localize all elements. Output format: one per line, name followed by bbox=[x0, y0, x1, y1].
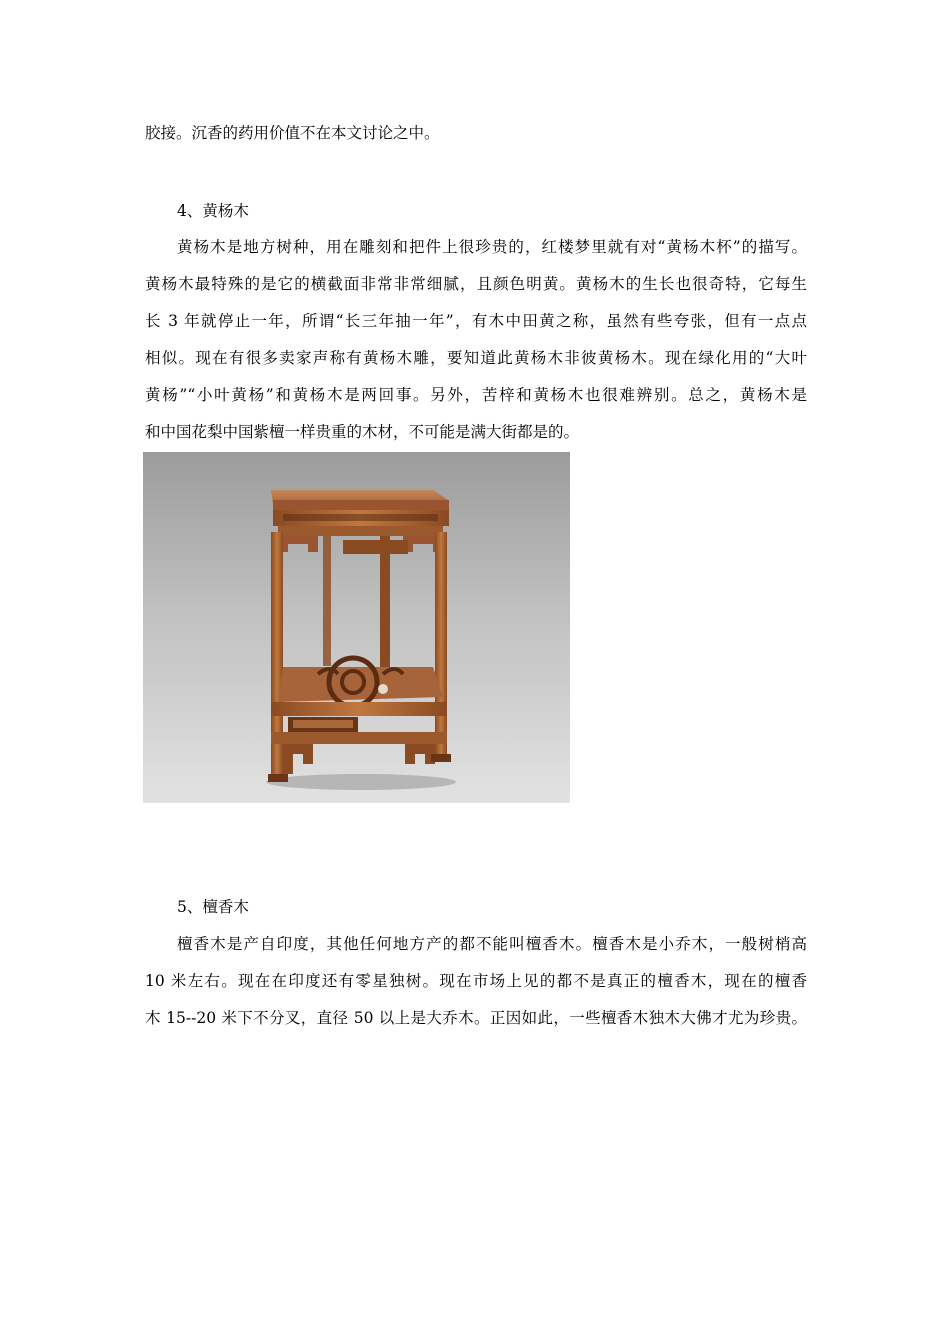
section-heading-huangyang: 4、黄杨木 bbox=[177, 202, 249, 220]
paragraph-line: 黄杨木是地方树种，用在雕刻和把件上很珍贵的，红楼梦里就有对“黄杨木杯”的描写。 bbox=[177, 238, 807, 256]
paragraph-line: 相似。现在有很多卖家声称有黄杨木雕，要知道此黄杨木非彼黄杨木。现在绿化用的“大叶 bbox=[145, 349, 807, 367]
paragraph-line: 10 米左右。现在在印度还有零星独树。现在市场上见的都不是真正的檀香木，现在的檀香 bbox=[145, 972, 807, 990]
paragraph-line: 胶接。沉香的药用价值不在本文讨论之中。 bbox=[145, 124, 440, 142]
paragraph-line: 黄杨”“小叶黄杨”和黄杨木是两回事。另外，苦梓和黄杨木也很难辨别。总之，黄杨木是 bbox=[145, 386, 807, 404]
paragraph-line: 木 15--20 米下不分叉，直径 50 以上是大乔木。正因如此，一些檀香木独木大佛才尤为珍贵。 bbox=[145, 1009, 807, 1027]
paragraph-line: 檀香木是产自印度，其他任何地方产的都不能叫檀香木。檀香木是小乔木，一般树梢高 bbox=[177, 935, 807, 953]
paragraph-line: 黄杨木最特殊的是它的横截面非常非常细腻，且颜色明黄。黄杨木的生长也很奇特，它每生 bbox=[145, 275, 807, 293]
carved-wood-stand-photo bbox=[143, 452, 570, 803]
paragraph-line: 和中国花梨中国紫檀一样贵重的木材，不可能是满大街都是的。 bbox=[145, 423, 580, 441]
paragraph-line: 长 3 年就停止一年，所谓“长三年抽一年”，有木中田黄之称，虽然有些夸张，但有一点点 bbox=[145, 312, 807, 330]
section-heading-tanxiang: 5、檀香木 bbox=[177, 898, 249, 916]
